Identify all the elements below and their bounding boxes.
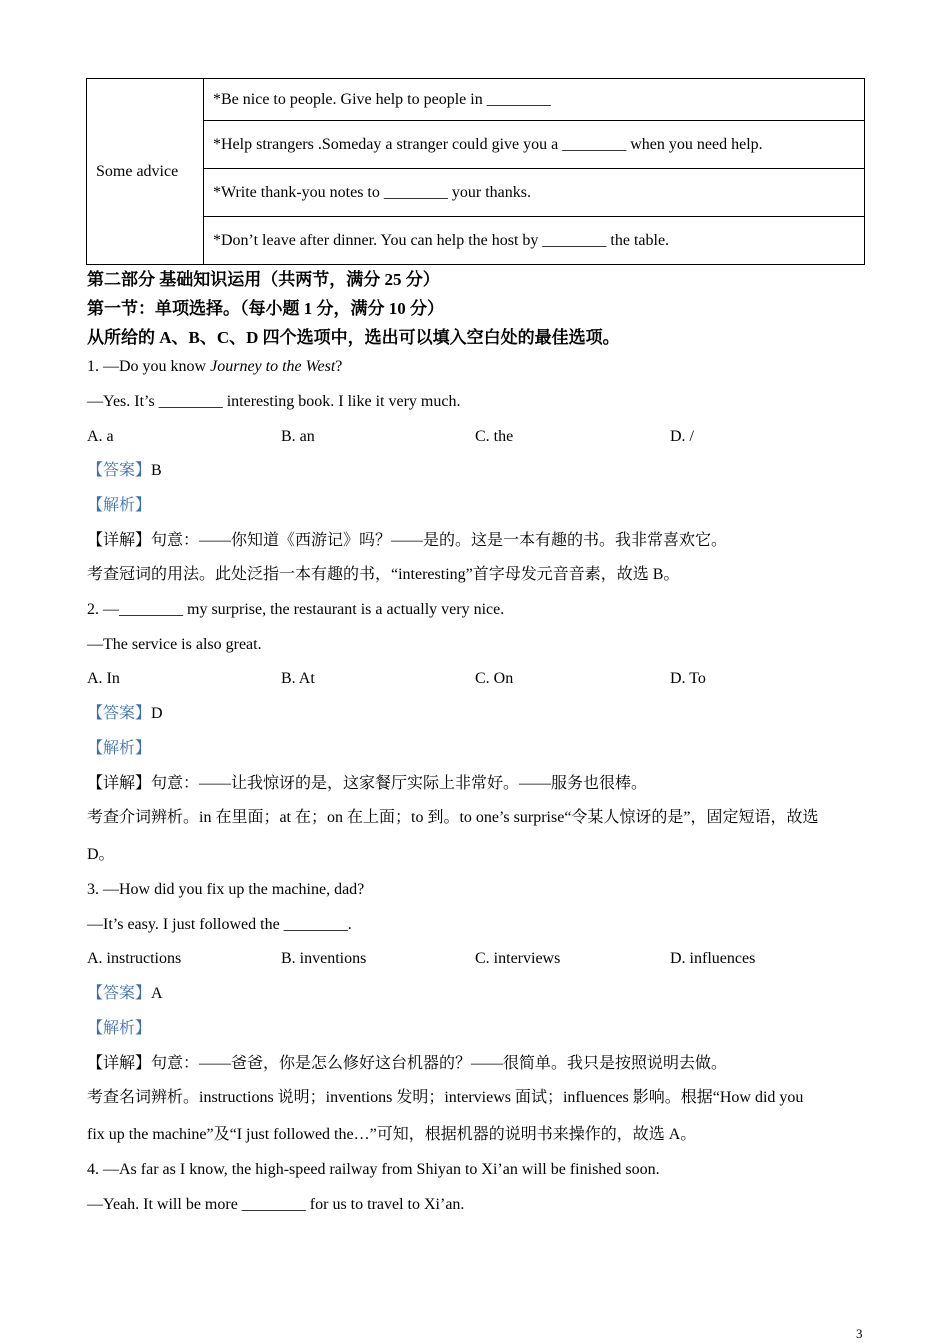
q1-answer: 【答案】B	[87, 462, 162, 479]
book-title: Journey to the West	[210, 358, 336, 375]
advice-row-3: *Write thank-you notes to ________ your thanks.	[204, 169, 865, 217]
q2-explanation-line-1: 考查介词辨析。in 在里面；at 在；on 在上面；to 到。to one’s surprise“令某人惊讶的是”，固定短语，故选	[87, 809, 819, 826]
q2-option-b: B. At	[281, 670, 315, 687]
question-1-reply: —Yes. It’s ________ interesting book. I like it very much.	[87, 393, 461, 410]
q2-option-a: A. In	[87, 670, 120, 687]
question-2-reply: —The service is also great.	[87, 636, 262, 653]
q1-option-d: D. /	[670, 428, 694, 445]
q3-option-b: B. inventions	[281, 950, 367, 967]
question-4-reply: —Yeah. It will be more ________ for us to travel to Xi’an.	[87, 1196, 465, 1213]
q2-option-d: D. To	[670, 670, 706, 687]
advice-row-2: *Help strangers .Someday a stranger could give you a ________ when you need help.	[204, 121, 865, 169]
part-title: 第二部分 基础知识运用（共两节，满分 25 分）	[87, 270, 440, 289]
advice-row-1: *Be nice to people. Give help to people in ________	[204, 79, 865, 121]
question-3-stem: 3. —How did you fix up the machine, dad?	[87, 881, 365, 898]
q1-analysis-tag: 【解析】	[87, 497, 152, 514]
section-instruction: 从所给的 A、B、C、D 四个选项中，选出可以填入空白处的最佳选项。	[87, 328, 620, 347]
q2-analysis-tag: 【解析】	[87, 740, 152, 757]
q3-option-d: D. influences	[670, 950, 756, 967]
q3-option-a: A. instructions	[87, 950, 182, 967]
q3-explanation-line-2: fix up the machine”及“I just followed the…”可知，根据机器的说明书来操作的，故选 A。	[87, 1126, 697, 1143]
q3-analysis-tag: 【解析】	[87, 1020, 152, 1037]
question-3-reply: —It’s easy. I just followed the ________.	[87, 916, 352, 933]
q3-explanation-line-1: 考查名词辨析。instructions 说明；inventions 发明；interviews 面试；influences 影响。根据“How did you	[87, 1089, 804, 1106]
section-title: 第一节：单项选择。（每小题 1 分，满分 10 分）	[87, 299, 444, 318]
q1-option-c: C. the	[475, 428, 514, 445]
advice-label-cell: Some advice	[87, 79, 204, 265]
question-4-stem: 4. —As far as I know, the high-speed railway from Shiyan to Xi’an will be finished soon.	[87, 1161, 660, 1178]
advice-row-4: *Don’t leave after dinner. You can help the host by ________ the table.	[204, 217, 865, 265]
q3-option-c: C. interviews	[475, 950, 561, 967]
question-2-stem: 2. —________ my surprise, the restaurant is a actually very nice.	[87, 601, 505, 618]
q1-detail: 【详解】句意：——你知道《西游记》吗？——是的。这是一本有趣的书。我非常喜欢它。	[87, 532, 728, 549]
q2-option-c: C. On	[475, 670, 514, 687]
q1-explanation: 考查冠词的用法。此处泛指一本有趣的书，“interesting”首字母发元音音素，故选 B。	[87, 566, 680, 583]
advice-table	[86, 78, 865, 265]
q1-option-b: B. an	[281, 428, 315, 445]
q2-explanation-line-2: D。	[87, 846, 115, 863]
q3-answer: 【答案】A	[87, 985, 163, 1002]
q2-detail: 【详解】句意：——让我惊讶的是，这家餐厅实际上非常好。——服务也很棒。	[87, 775, 648, 792]
q1-option-a: A. a	[87, 428, 114, 445]
page-number: 3	[856, 1326, 863, 1341]
q2-answer: 【答案】D	[87, 705, 163, 722]
q3-detail: 【详解】句意：——爸爸，你是怎么修好这台机器的？——很简单。我只是按照说明去做。	[87, 1055, 728, 1072]
question-1-stem: 1. —Do you know Journey to the West?	[87, 358, 343, 375]
